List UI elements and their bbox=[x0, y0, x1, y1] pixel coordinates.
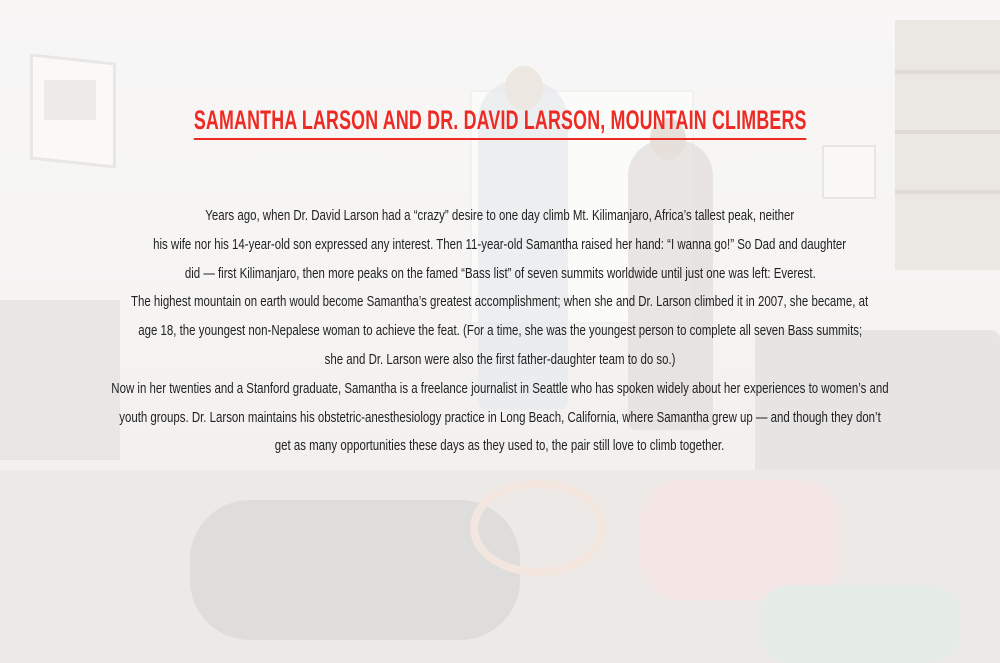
body-line bbox=[0, 346, 1000, 375]
page-title bbox=[0, 100, 1000, 140]
body-line bbox=[0, 432, 1000, 461]
body-line bbox=[0, 260, 1000, 289]
body-line-text: youth groups. Dr. Larson maintains his obstetric-anesthesiology practice in Long Beach, California, where Samantha grew up — and though they don’t bbox=[119, 409, 881, 426]
article-body bbox=[0, 202, 1000, 461]
body-line-text: get as many opportunities these days as they used to, the pair still love to climb together. bbox=[275, 438, 725, 455]
body-line-text: The highest mountain on earth would become Samantha’s greatest accomplishment; when she and Dr. Larson climbed it in 2007, she became, at bbox=[131, 294, 869, 311]
page-title-text: SAMANTHA LARSON AND DR. DAVID LARSON, MOUNTAIN CLIMBERS bbox=[194, 103, 807, 140]
body-line-text: she and Dr. Larson were also the first father-daughter team to do so.) bbox=[324, 351, 676, 368]
body-line bbox=[0, 375, 1000, 404]
body-line-text: did — first Kilimanjaro, then more peaks on the famed “Bass list” of seven summits worldwide until just one was left: Everest. bbox=[184, 265, 816, 282]
body-line bbox=[0, 288, 1000, 317]
body-line-text: Now in her twenties and a Stanford graduate, Samantha is a freelance journalist in Seattle who has spoken widely about her experiences to women’s and bbox=[111, 380, 889, 397]
body-line-text: his wife nor his 14-year-old son expressed any interest. Then 11-year-old Samantha raised her hand: “I wanna go!” So Dad and daughter bbox=[153, 236, 847, 253]
body-line bbox=[0, 231, 1000, 260]
body-line-text: age 18, the youngest non-Nepalese woman to achieve the feat. (For a time, she was the youngest person to complete all seven Bass summits; bbox=[138, 323, 862, 340]
body-line bbox=[0, 317, 1000, 346]
body-line bbox=[0, 404, 1000, 433]
body-line bbox=[0, 202, 1000, 231]
body-line-text: Years ago, when Dr. David Larson had a “crazy” desire to one day climb Mt. Kilimanjaro, Africa’s tallest peak, neither bbox=[205, 208, 795, 224]
